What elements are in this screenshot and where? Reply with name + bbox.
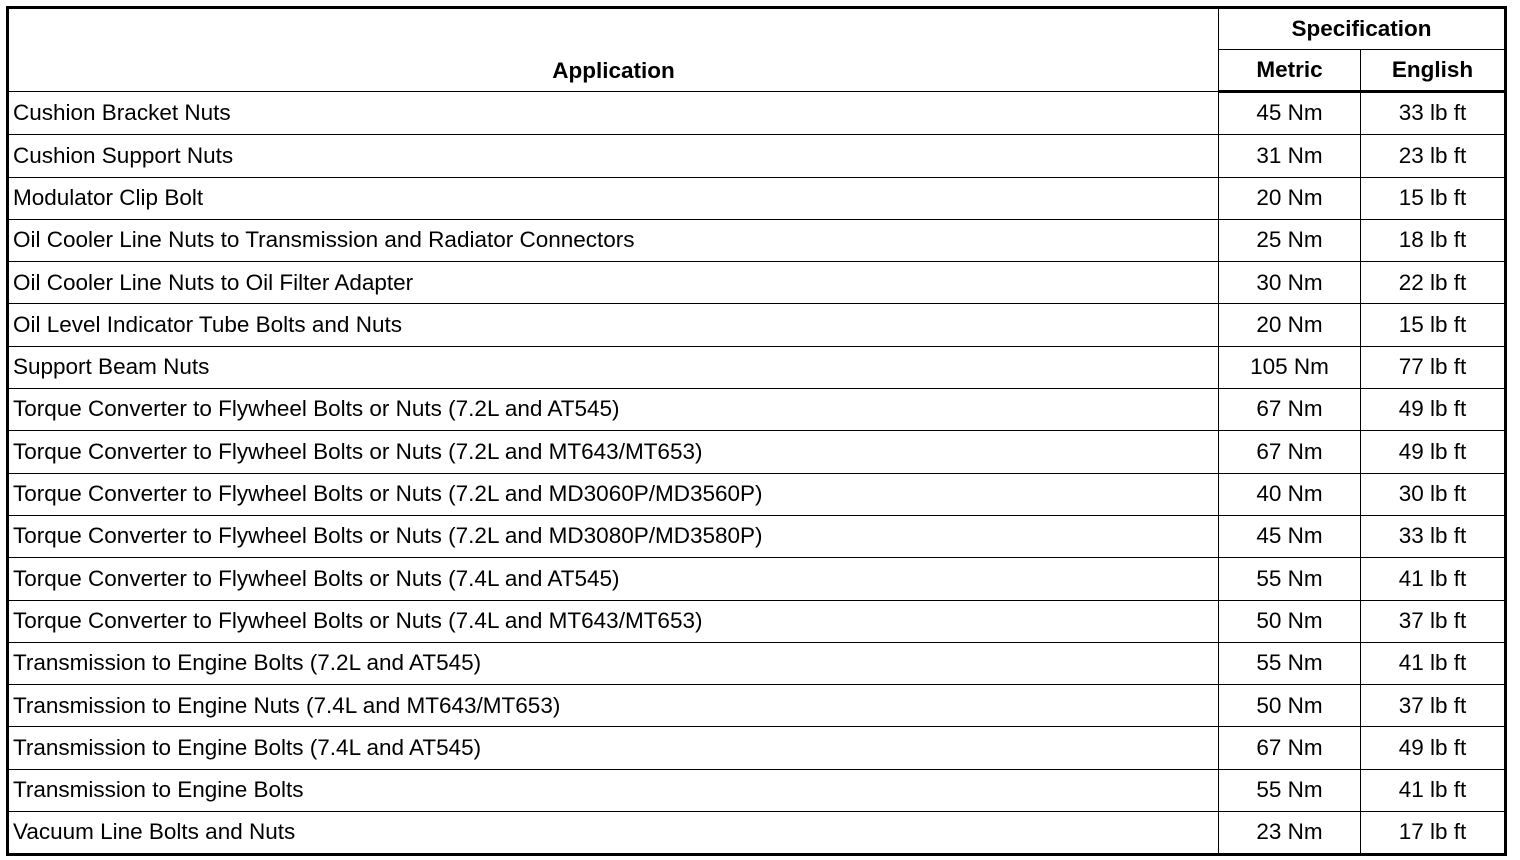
application-cell: Oil Level Indicator Tube Bolts and Nuts [8, 304, 1219, 346]
english-value-cell: 15 lb ft [1361, 304, 1506, 346]
metric-value-cell: 23 Nm [1219, 812, 1361, 855]
application-cell: Torque Converter to Flywheel Bolts or Nuts (7.2L and AT545) [8, 389, 1219, 431]
metric-column-header: Metric [1219, 50, 1361, 92]
application-column-header: Application [8, 8, 1219, 92]
metric-value-cell: 25 Nm [1219, 219, 1361, 261]
table-row [8, 219, 1506, 261]
english-value-cell: 49 lb ft [1361, 431, 1506, 473]
application-cell: Torque Converter to Flywheel Bolts or Nuts (7.4L and AT545) [8, 558, 1219, 600]
metric-value-cell: 105 Nm [1219, 346, 1361, 388]
table-row [8, 92, 1506, 135]
english-value-cell: 41 lb ft [1361, 558, 1506, 600]
application-cell: Transmission to Engine Bolts (7.2L and AT545) [8, 642, 1219, 684]
english-value-cell: 33 lb ft [1361, 515, 1506, 557]
application-cell: Oil Cooler Line Nuts to Oil Filter Adapter [8, 262, 1219, 304]
metric-value-cell: 20 Nm [1219, 304, 1361, 346]
application-cell: Torque Converter to Flywheel Bolts or Nuts (7.2L and MT643/MT653) [8, 431, 1219, 473]
metric-value-cell: 31 Nm [1219, 135, 1361, 177]
metric-value-cell: 45 Nm [1219, 92, 1361, 135]
english-value-cell: 77 lb ft [1361, 346, 1506, 388]
english-value-cell: 23 lb ft [1361, 135, 1506, 177]
table-row [8, 177, 1506, 219]
specification-group-header: Specification [1219, 8, 1506, 50]
application-cell: Torque Converter to Flywheel Bolts or Nuts (7.4L and MT643/MT653) [8, 600, 1219, 642]
metric-value-cell: 45 Nm [1219, 515, 1361, 557]
table-row [8, 642, 1506, 684]
table-row [8, 515, 1506, 557]
table-row [8, 389, 1506, 431]
english-value-cell: 37 lb ft [1361, 600, 1506, 642]
application-cell: Support Beam Nuts [8, 346, 1219, 388]
english-value-cell: 33 lb ft [1361, 92, 1506, 135]
application-cell: Transmission to Engine Bolts (7.4L and AT545) [8, 727, 1219, 769]
english-value-cell: 30 lb ft [1361, 473, 1506, 515]
torque-spec-table [6, 6, 1507, 856]
table-body [8, 92, 1506, 855]
table-row [8, 600, 1506, 642]
english-value-cell: 17 lb ft [1361, 812, 1506, 855]
application-cell: Oil Cooler Line Nuts to Transmission and Radiator Connectors [8, 219, 1219, 261]
english-value-cell: 41 lb ft [1361, 642, 1506, 684]
metric-value-cell: 55 Nm [1219, 642, 1361, 684]
english-value-cell: 22 lb ft [1361, 262, 1506, 304]
metric-value-cell: 67 Nm [1219, 727, 1361, 769]
table-row [8, 558, 1506, 600]
application-cell: Torque Converter to Flywheel Bolts or Nuts (7.2L and MD3060P/MD3560P) [8, 473, 1219, 515]
table-row [8, 304, 1506, 346]
english-value-cell: 37 lb ft [1361, 685, 1506, 727]
application-cell: Torque Converter to Flywheel Bolts or Nuts (7.2L and MD3080P/MD3580P) [8, 515, 1219, 557]
english-value-cell: 49 lb ft [1361, 389, 1506, 431]
application-cell: Transmission to Engine Bolts [8, 769, 1219, 811]
english-value-cell: 15 lb ft [1361, 177, 1506, 219]
table-row [8, 262, 1506, 304]
table-row [8, 769, 1506, 811]
metric-value-cell: 67 Nm [1219, 431, 1361, 473]
application-cell: Vacuum Line Bolts and Nuts [8, 812, 1219, 855]
metric-value-cell: 40 Nm [1219, 473, 1361, 515]
metric-value-cell: 50 Nm [1219, 685, 1361, 727]
table-row [8, 685, 1506, 727]
metric-value-cell: 55 Nm [1219, 558, 1361, 600]
table-header [8, 8, 1506, 92]
table-row [8, 135, 1506, 177]
application-cell: Cushion Support Nuts [8, 135, 1219, 177]
table-row [8, 431, 1506, 473]
metric-value-cell: 67 Nm [1219, 389, 1361, 431]
table-row [8, 812, 1506, 855]
table-row [8, 473, 1506, 515]
english-column-header: English [1361, 50, 1506, 92]
english-value-cell: 41 lb ft [1361, 769, 1506, 811]
metric-value-cell: 30 Nm [1219, 262, 1361, 304]
english-value-cell: 18 lb ft [1361, 219, 1506, 261]
table-row [8, 727, 1506, 769]
metric-value-cell: 50 Nm [1219, 600, 1361, 642]
application-cell: Transmission to Engine Nuts (7.4L and MT643/MT653) [8, 685, 1219, 727]
header-row-top [8, 8, 1506, 50]
application-cell: Cushion Bracket Nuts [8, 92, 1219, 135]
metric-value-cell: 55 Nm [1219, 769, 1361, 811]
application-cell: Modulator Clip Bolt [8, 177, 1219, 219]
metric-value-cell: 20 Nm [1219, 177, 1361, 219]
table-row [8, 346, 1506, 388]
english-value-cell: 49 lb ft [1361, 727, 1506, 769]
